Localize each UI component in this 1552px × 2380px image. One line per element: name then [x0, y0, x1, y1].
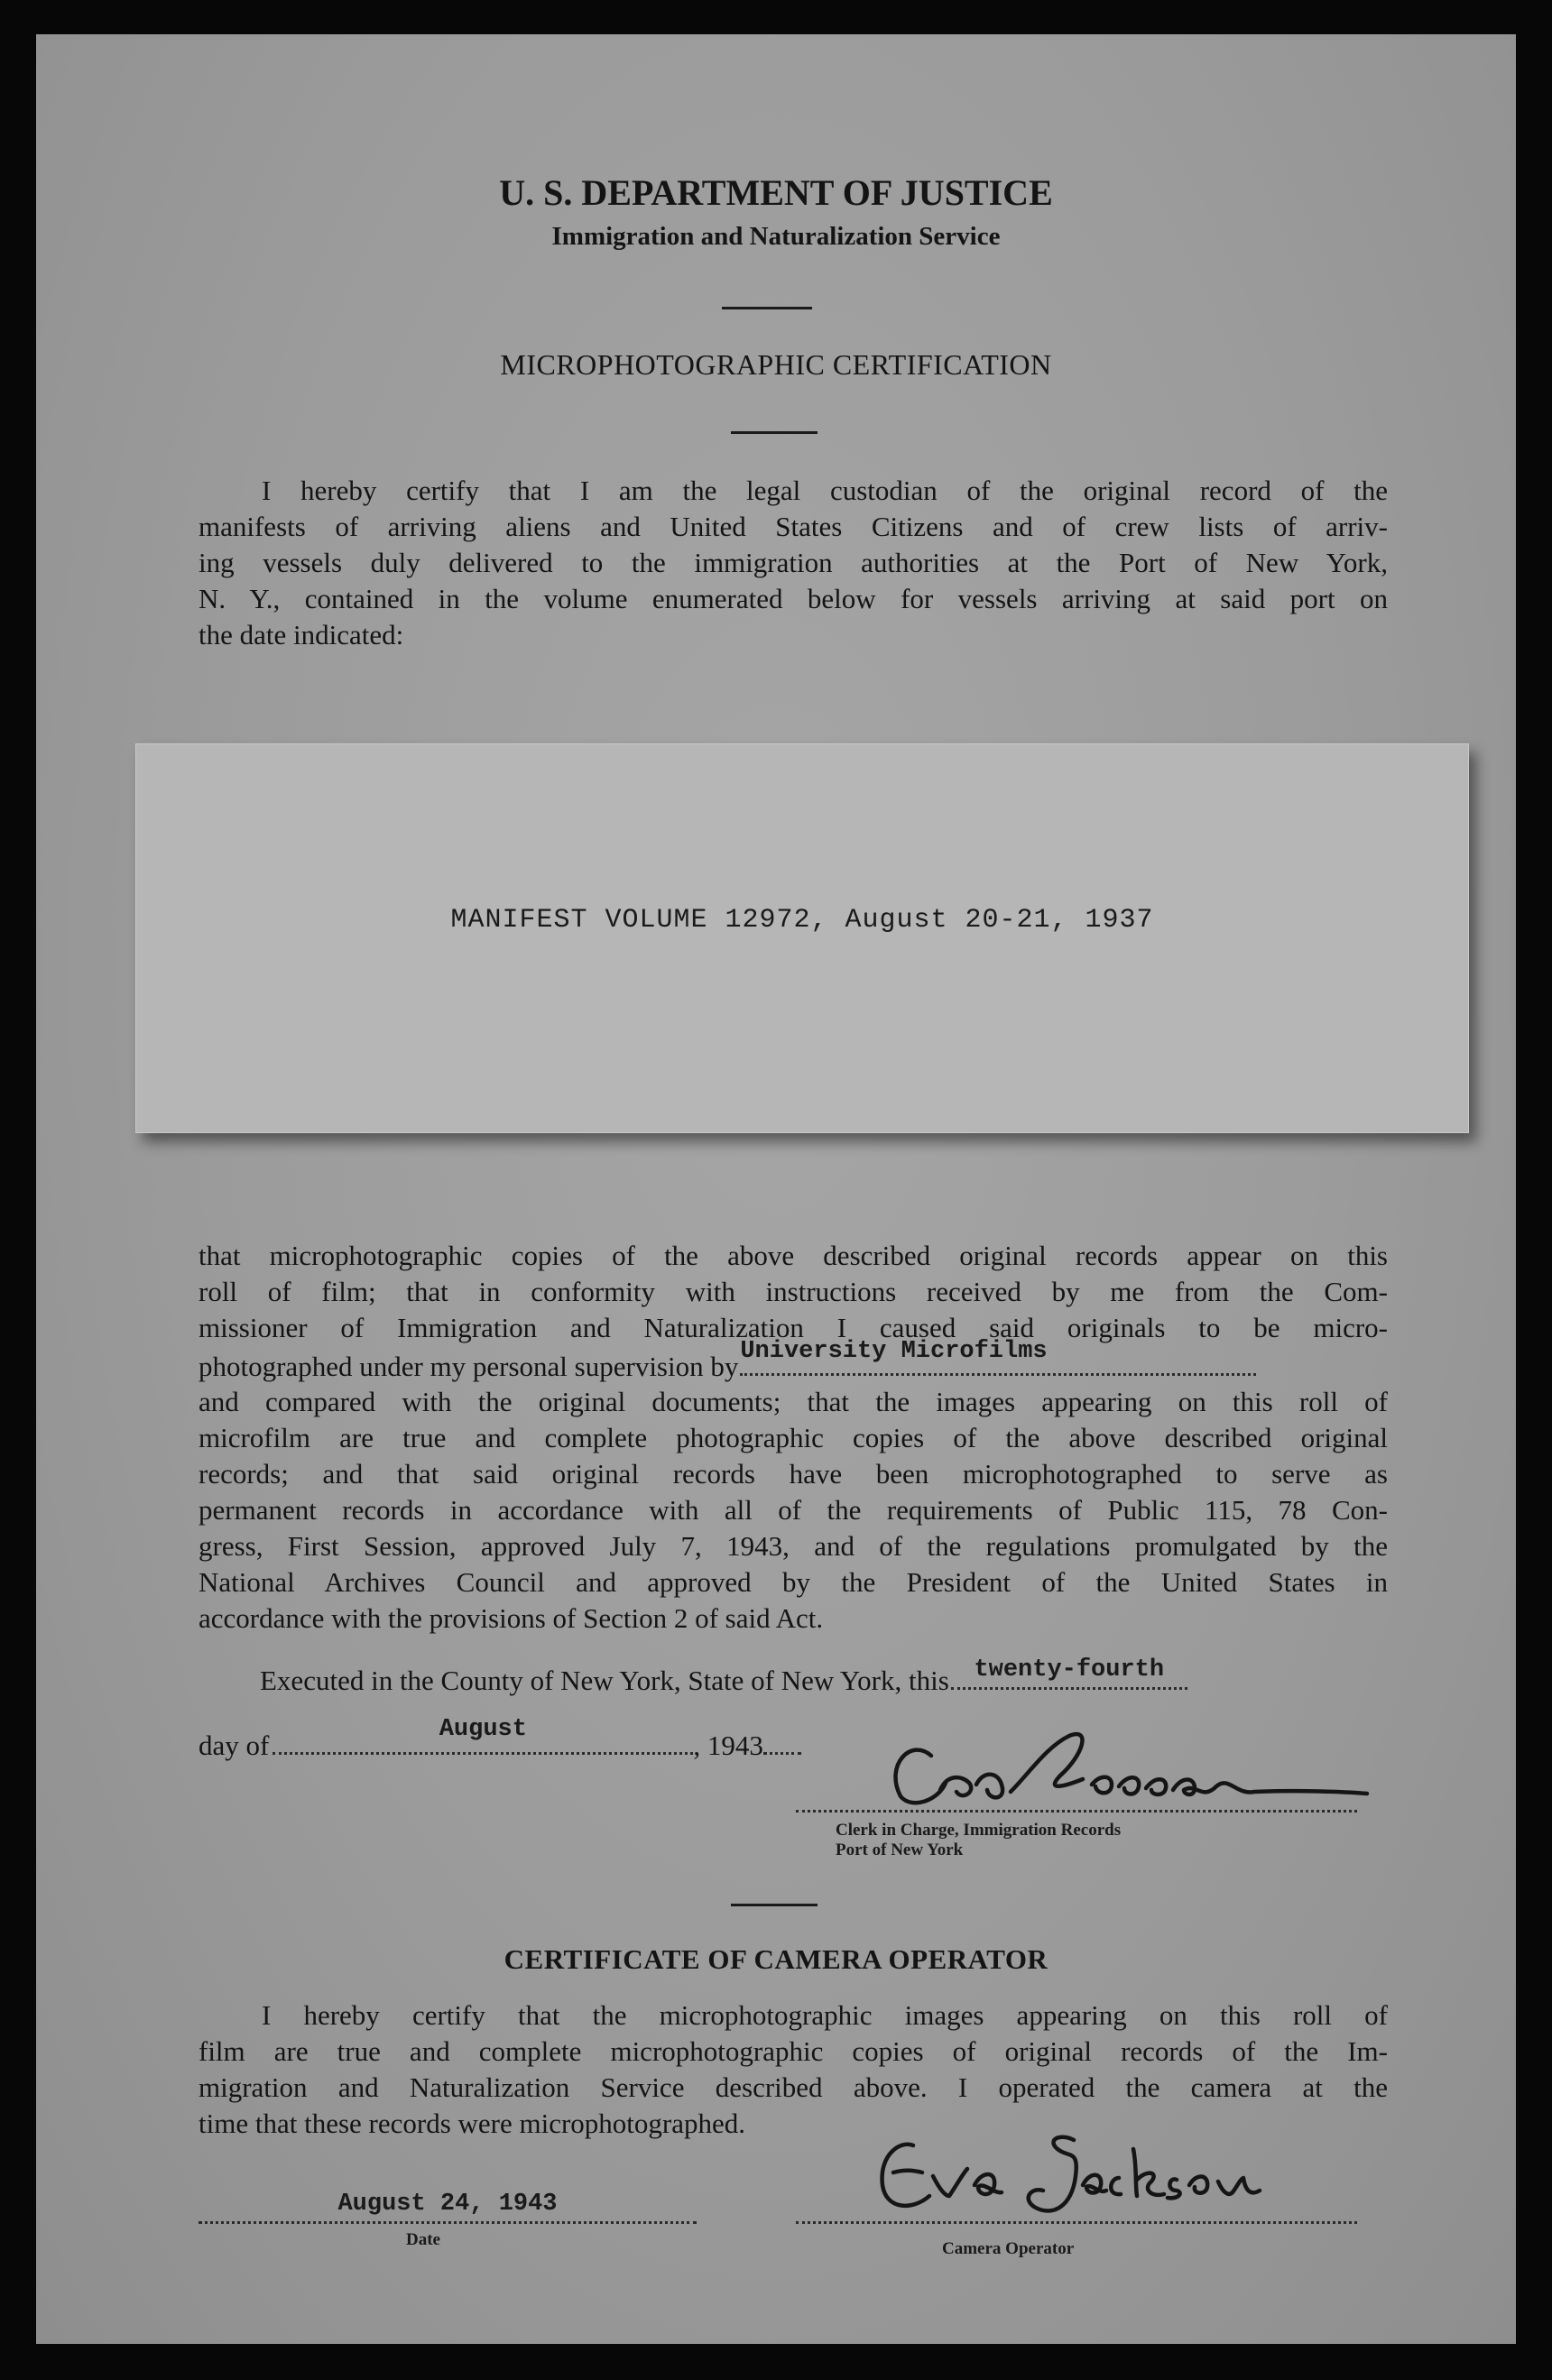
year-dots	[763, 1725, 801, 1755]
supervision-field	[740, 1338, 1256, 1376]
camera-line: I hereby certify that the microphotographic images appearing on this roll of	[262, 1999, 1388, 2031]
body-line: microfilm are true and complete photographic copies of the above described original	[199, 1422, 1388, 1453]
body-line: that microphotographic copies of the above described original records appear on this	[199, 1240, 1388, 1271]
execution-prefix: Executed in the County of New York, State of New York, this	[260, 1665, 949, 1696]
intro-paragraph	[199, 473, 1388, 653]
body-line: records; and that said original records have been microphotographed to serve as	[199, 1458, 1388, 1490]
body-line: accordance with the provisions of Section 2 of said Act.	[199, 1602, 824, 1634]
month-value: August	[439, 1716, 527, 1743]
month-field	[273, 1716, 693, 1755]
clerk-caption-port: Port of New York	[836, 1840, 964, 1859]
body-line: gress, First Session, approved July 7, 1943, and of the regulations promulgated by the	[199, 1530, 1388, 1562]
camera-line: time that these records were microphotographed.	[199, 2108, 745, 2139]
year-text: , 1943	[693, 1730, 763, 1761]
form-title: MICROPHOTOGRAPHIC CERTIFICATION	[500, 348, 1052, 381]
department-heading: U. S. DEPARTMENT OF JUSTICE	[499, 172, 1053, 213]
supervision-name: University Microfilms	[740, 1338, 1048, 1365]
supervision-prefix: photographed under my personal supervision by	[199, 1351, 739, 1382]
date-caption: Date	[406, 2230, 440, 2249]
divider-rule	[731, 431, 818, 434]
service-subheading: Immigration and Naturalization Service	[551, 222, 1001, 251]
clerk-caption	[836, 1821, 1121, 1860]
day-field	[951, 1656, 1187, 1690]
body-line: roll of film; that in conformity with instructions received by me from the Com-	[199, 1276, 1388, 1307]
body-line: and compared with the original documents; that the images appearing on this roll of	[199, 1386, 1388, 1417]
day-value: twenty-fourth	[974, 1656, 1165, 1684]
operator-signature	[866, 2113, 1299, 2230]
date-line	[199, 1716, 801, 1762]
volume-slip	[135, 743, 1469, 1133]
clerk-caption-title: Clerk in Charge, Immigration Records	[836, 1821, 1122, 1840]
operator-caption: Camera Operator	[942, 2239, 1075, 2258]
intro-line: I hereby certify that I am the legal custodian of the original record of the	[262, 475, 1388, 506]
camera-certificate-title: CERTIFICATE OF CAMERA OPERATOR	[503, 1943, 1049, 1975]
divider-rule	[722, 307, 812, 309]
execution-line	[260, 1656, 1187, 1697]
body-line: National Archives Council and approved by the President of the United States in	[199, 1566, 1388, 1598]
date-value: August 24, 1943	[337, 2191, 558, 2218]
camera-line: migration and Naturalization Service described above. I operated the camera at the	[199, 2071, 1388, 2103]
date-field	[199, 2189, 697, 2224]
intro-line: the date indicated:	[199, 619, 404, 650]
volume-slip-text: MANIFEST VOLUME 12972, August 20-21, 1937	[450, 905, 1154, 936]
intro-line: ing vessels duly delivered to the immigration authorities at the Port of New York,	[199, 547, 1388, 578]
camera-line: film are true and complete microphotographic copies of original records of the Im-	[199, 2035, 1388, 2067]
certificate-page	[36, 34, 1516, 2344]
divider-rule	[731, 1904, 818, 1906]
intro-line: manifests of arriving aliens and United States Citizens and of crew lists of arriv-	[199, 511, 1388, 542]
body-line: missioner of Immigration and Naturalization I caused said originals to be micro-	[199, 1312, 1388, 1343]
supervision-line	[199, 1338, 1388, 1384]
body-line: permanent records in accordance with all of the requirements of Public 115, 78 Con-	[199, 1494, 1388, 1526]
intro-line: N. Y., contained in the volume enumerated below for vessels arriving at said port on	[199, 583, 1388, 614]
day-of-label: day of	[199, 1730, 270, 1761]
clerk-signature	[875, 1720, 1381, 1819]
body-paragraph	[199, 1238, 1388, 1637]
